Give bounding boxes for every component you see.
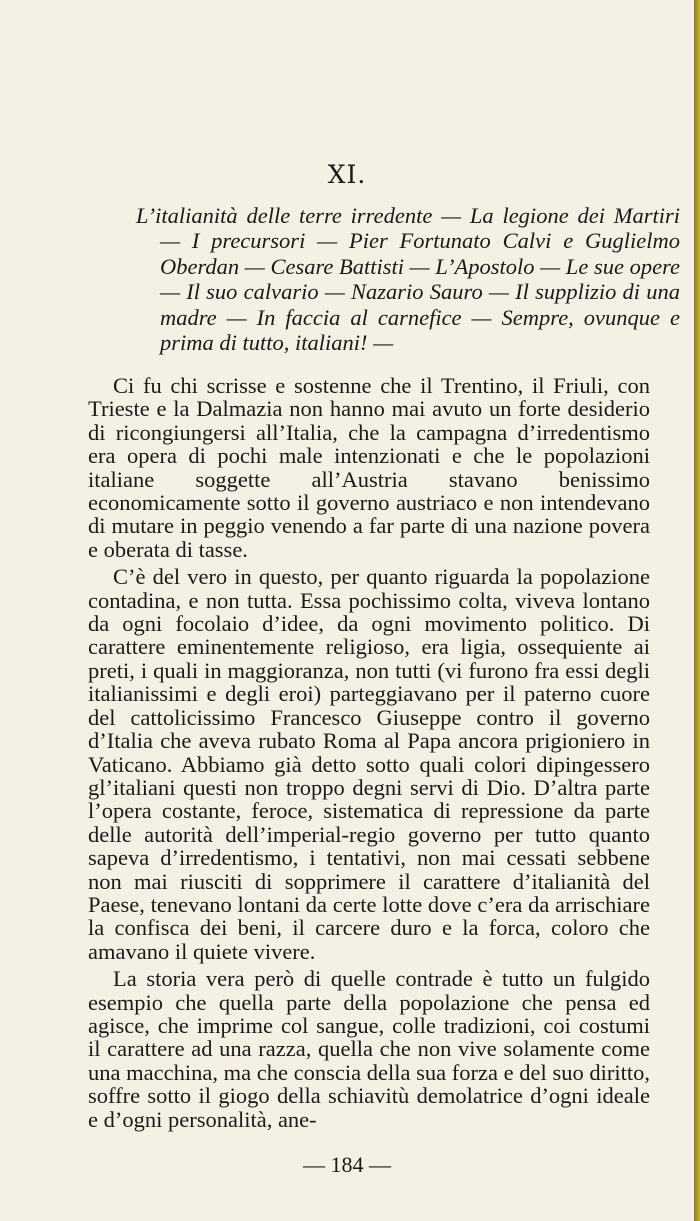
chapter-summary: L’italianità delle terre irredente — La legione dei Martiri — I precursori — Pier Fortunato Calvi e Guglielmo Oberdan — Cesare Battisti — L’Apostolo — Le sue opere — Il suo calvario — Nazario Sauro — Il supplizio di una madre — In faccia al carnefice — Sempre, ovunque e prima di tutto, italiani! — [136, 203, 680, 356]
chapter-heading: XI. [327, 160, 367, 189]
page-number: — 184 — [303, 1152, 391, 1177]
paragraph: C’è del vero in questo, per quanto riguarda la popolazione contadina, e non tutta. Essa pochissimo colta, viveva lontano da ogni focolaio d’idee, da ogni movimento politico. Di carattere eminentemente religioso, era ligia, ossequiente ai preti, i quali in maggioranza, non tutti (vi furono fra essi degli italianissimi e degli eroi) parteggiavano per il paterno cuore del cattolicissimo Francesco Giuseppe contro il governo d’Italia che aveva rubato Roma al Papa ancora prigioniero in Vaticano. Abbiamo già detto sotto quali colori dipingessero gl’italiani questi non troppo degni servi di Dio. D’altra parte l’opera costante, feroce, sistematica di repressione da parte delle autorità dell’imperial-regio governo per tutto quanto sapeva d’irredentismo, i tentativi, non mai cessati sebbene non mai riusciti di sopprimere il carattere d’italianità del Paese, tenevano lontani da certe lotte dove c’era da arrischiare la confisca dei beni, il carcere duro e la forca, coloro che amavano il quiete vivere. [88, 564, 650, 964]
paragraph: La storia vera però di quelle contrade è tutto un fulgido esempio che quella parte della popolazione che pensa ed agisce, che imprime col sangue, colle tradizioni, coi costumi il carattere ad una razza, quella che non vive solamente come una macchina, ma che conscia della sua forza e del suo diritto, soffre sotto il giogo della schiavitù demolatrice d’ogni ideale e d’ogni personalità, ane- [88, 966, 650, 1132]
paragraph: Ci fu chi scrisse e sostenne che il Trentino, il Friuli, con Trieste e la Dalmazia non hanno mai avuto un forte desiderio di ricongiungersi all’Italia, che la campagna d’irredentismo era opera di pochi male intenzionati e che le popolazioni italiane soggette all’Austria stavano benissimo economicamente sotto il governo austriaco e non intendevano di mutare in peggio venendo a far parte di una nazione povera e oberata di tasse. [88, 373, 650, 562]
body-text [88, 374, 650, 1131]
page-edge [694, 0, 700, 1221]
